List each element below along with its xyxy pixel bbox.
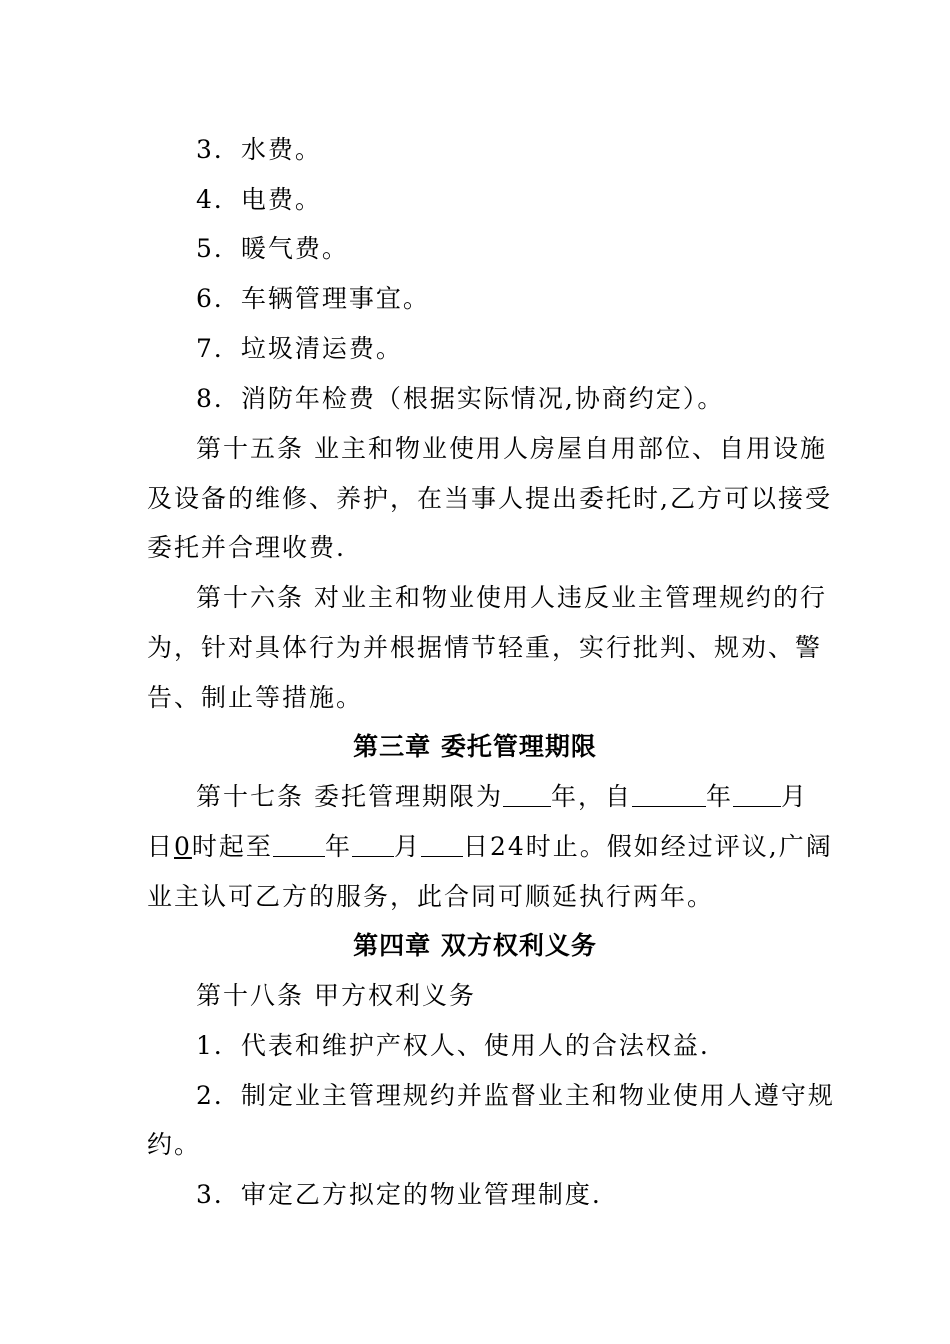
article-17-text: 月 <box>780 782 808 811</box>
article-17-line-1 <box>196 772 856 822</box>
article-17-text: 月 <box>393 832 421 861</box>
list-item-garbage-fee: 7．垃圾清运费。 <box>196 334 403 363</box>
article-17-text: 年，自 <box>550 782 632 811</box>
article-17-text: 日24时止。假如经过评议,广阔 <box>462 832 833 861</box>
article-17-text: 日 <box>147 832 175 861</box>
years-blank <box>503 782 551 807</box>
list-item-fire-inspection-fee: 8．消防年检费（根据实际情况,协商约定）。 <box>196 384 725 413</box>
article-17-line-2 <box>147 822 833 872</box>
list-item-water-fee: 3．水费。 <box>196 135 322 164</box>
article-15-line-3: 委托并合理收费. <box>147 533 346 562</box>
article-18-item-2-cont: 约。 <box>147 1130 202 1159</box>
start-hour: 0 <box>174 832 192 861</box>
article-17-text: 时起至 <box>191 832 273 861</box>
article-17-line-3: 业主认可乙方的服务，此合同可顺延执行两年。 <box>147 882 715 911</box>
chapter-3-heading: 第三章 委托管理期限 <box>353 732 597 761</box>
article-18-title: 第十八条 甲方权利义务 <box>196 981 476 1010</box>
article-17-text: 年 <box>705 782 733 811</box>
article-18-item-1: 1．代表和维护产权人、使用人的合法权益. <box>196 1031 710 1060</box>
article-18-item-2: 2．制定业主管理规约并监督业主和物业使用人遵守规 <box>196 1081 835 1110</box>
start-year-blank <box>632 782 706 807</box>
article-17-text: 年 <box>324 832 352 861</box>
chapter-4-heading: 第四章 双方权利义务 <box>353 931 597 960</box>
list-item-vehicle-management: 6．车辆管理事宜。 <box>196 284 430 313</box>
start-month-blank <box>733 782 781 807</box>
list-item-heating-fee: 5．暖气费。 <box>196 234 349 263</box>
article-16-line-2: 为，针对具体行为并根据情节轻重，实行批判、规劝、警 <box>147 633 823 662</box>
article-15-line-2: 及设备的维修、养护，在当事人提出委托时,乙方可以接受 <box>147 484 832 513</box>
article-16-line-1: 第十六条 对业主和物业使用人违反业主管理规约的行 <box>196 583 827 612</box>
article-18-item-3: 3．审定乙方拟定的物业管理制度. <box>196 1180 602 1209</box>
list-item-electricity-fee: 4．电费。 <box>196 185 322 214</box>
article-15-line-1: 第十五条 业主和物业使用人房屋自用部位、自用设施 <box>196 434 827 463</box>
article-17-text: 第十七条 委托管理期限为 <box>196 782 503 811</box>
end-year-blank <box>273 832 325 857</box>
article-16-line-3: 告、制止等措施。 <box>147 683 364 712</box>
end-day-blank <box>421 832 463 857</box>
end-month-blank <box>352 832 394 857</box>
